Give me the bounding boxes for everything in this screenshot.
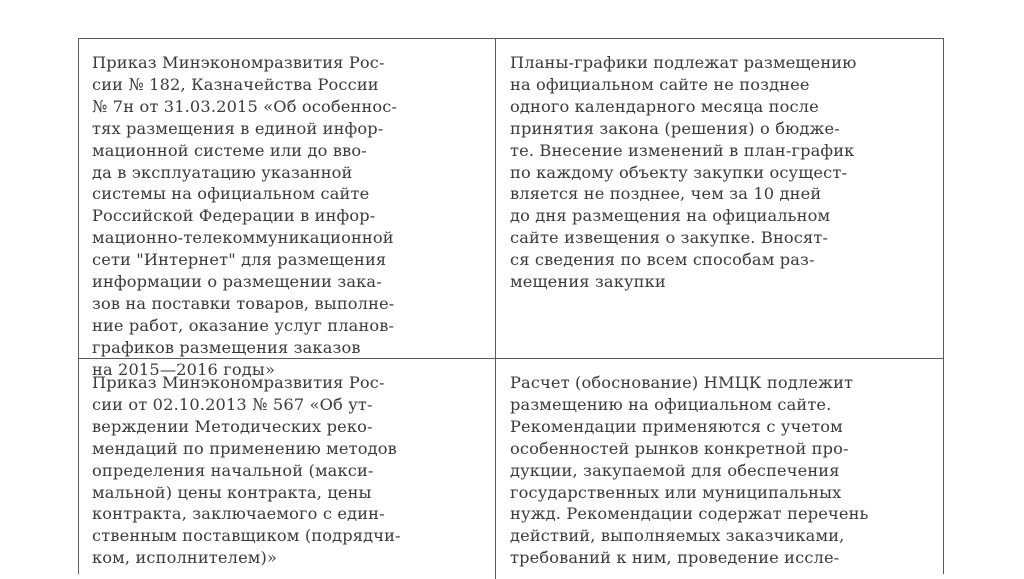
table-cell-document: [79, 39, 496, 379]
cell-text-line: по каждому объекту закупки осущест-: [510, 162, 848, 182]
cell-text-line: нужд. Рекомендации содержат перечень: [510, 504, 869, 524]
cell-text-line: принятия закона (решения) о бюдже-: [510, 118, 840, 138]
table-cell-description: [496, 39, 942, 358]
cell-text-line: Приказ Минэкономразвития Рос-: [92, 373, 385, 392]
cell-text-line: на 2015—2016 годы»: [92, 359, 275, 379]
cell-text-line: вляется не позднее, чем за 10 дней: [510, 184, 822, 204]
cell-text-line: требований к ним, проведение иссле-: [510, 548, 840, 568]
cell-text-line: ственным поставщиком (подрядчи-: [92, 526, 401, 546]
table-row: [79, 359, 943, 579]
cell-text-line: одного календарного месяца после: [510, 96, 819, 116]
cell-text-line: мационно-телекоммуникационной: [92, 228, 394, 248]
cell-text-line: размещению на официальном сайте.: [510, 394, 832, 414]
cell-text-line: контракта, заключаемого с един-: [92, 504, 385, 524]
cell-text-line: дукции, закупаемой для обеспечения: [510, 460, 840, 480]
table-cell-document: [79, 359, 496, 579]
table-row: [79, 39, 943, 379]
cell-text-line: сайте извещения о закупке. Вносят-: [510, 228, 829, 248]
cell-text-line: мальной) цены контракта, цены: [92, 482, 372, 502]
cell-text-line: ние работ, оказание услуг планов-: [92, 315, 395, 335]
cell-text-line: сии от 02.10.2013 № 567 «Об ут-: [92, 394, 373, 414]
table-cell-description: [496, 359, 942, 579]
cell-text-line: № 7н от 31.03.2015 «Об особеннос-: [92, 96, 398, 116]
regulations-table: [78, 38, 944, 574]
cell-text-line: действий, выполняемых заказчиками,: [510, 526, 845, 546]
cell-text-line: мещения закупки: [510, 272, 666, 292]
cell-text-line: системы на официальном сайте: [92, 184, 370, 204]
cell-text-line: Российской Федерации в инфор-: [92, 206, 376, 226]
cell-text-line: Приказ Минэкономразвития Рос-: [92, 53, 385, 72]
cell-text-line: определения начальной (макси-: [92, 460, 374, 480]
cell-text-line: Рекомендации применяются с учетом: [510, 416, 843, 436]
cell-text-line: мационной системе или до вво-: [92, 140, 367, 160]
cell-text-line: мендаций по применению методов: [92, 438, 397, 458]
cell-text-line: тях размещения в единой инфор-: [92, 118, 384, 138]
cell-text-line: ся сведения по всем способам раз-: [510, 250, 815, 270]
cell-text-line: те. Внесение изменений в план-график: [510, 140, 855, 160]
cell-text-line: ком, исполнителем)»: [92, 548, 278, 568]
cell-text-line: до дня размещения на официальном: [510, 206, 831, 226]
cell-text-line: информации о размещении зака-: [92, 272, 382, 292]
cell-text-line: сии № 182, Казначейства России: [92, 74, 379, 94]
cell-text-line: особенностей рынков конкретной про-: [510, 438, 849, 458]
cell-text-line: сети "Интернет" для размещения: [92, 250, 387, 270]
cell-text-line: зов на поставки товаров, выполне-: [92, 293, 395, 313]
cell-text-line: на официальном сайте не позднее: [510, 74, 810, 94]
cell-text-line: верждении Методических реко-: [92, 416, 373, 436]
cell-text-line: да в эксплуатацию указанной: [92, 162, 353, 182]
cell-text-line: Расчет (обоснование) НМЦК подлежит: [510, 373, 854, 392]
cell-text-line: графиков размещения заказов: [92, 337, 361, 357]
cell-text-line: Планы-графики подлежат размещению: [510, 53, 857, 72]
cell-text-line: государственных или муниципальных: [510, 482, 842, 502]
